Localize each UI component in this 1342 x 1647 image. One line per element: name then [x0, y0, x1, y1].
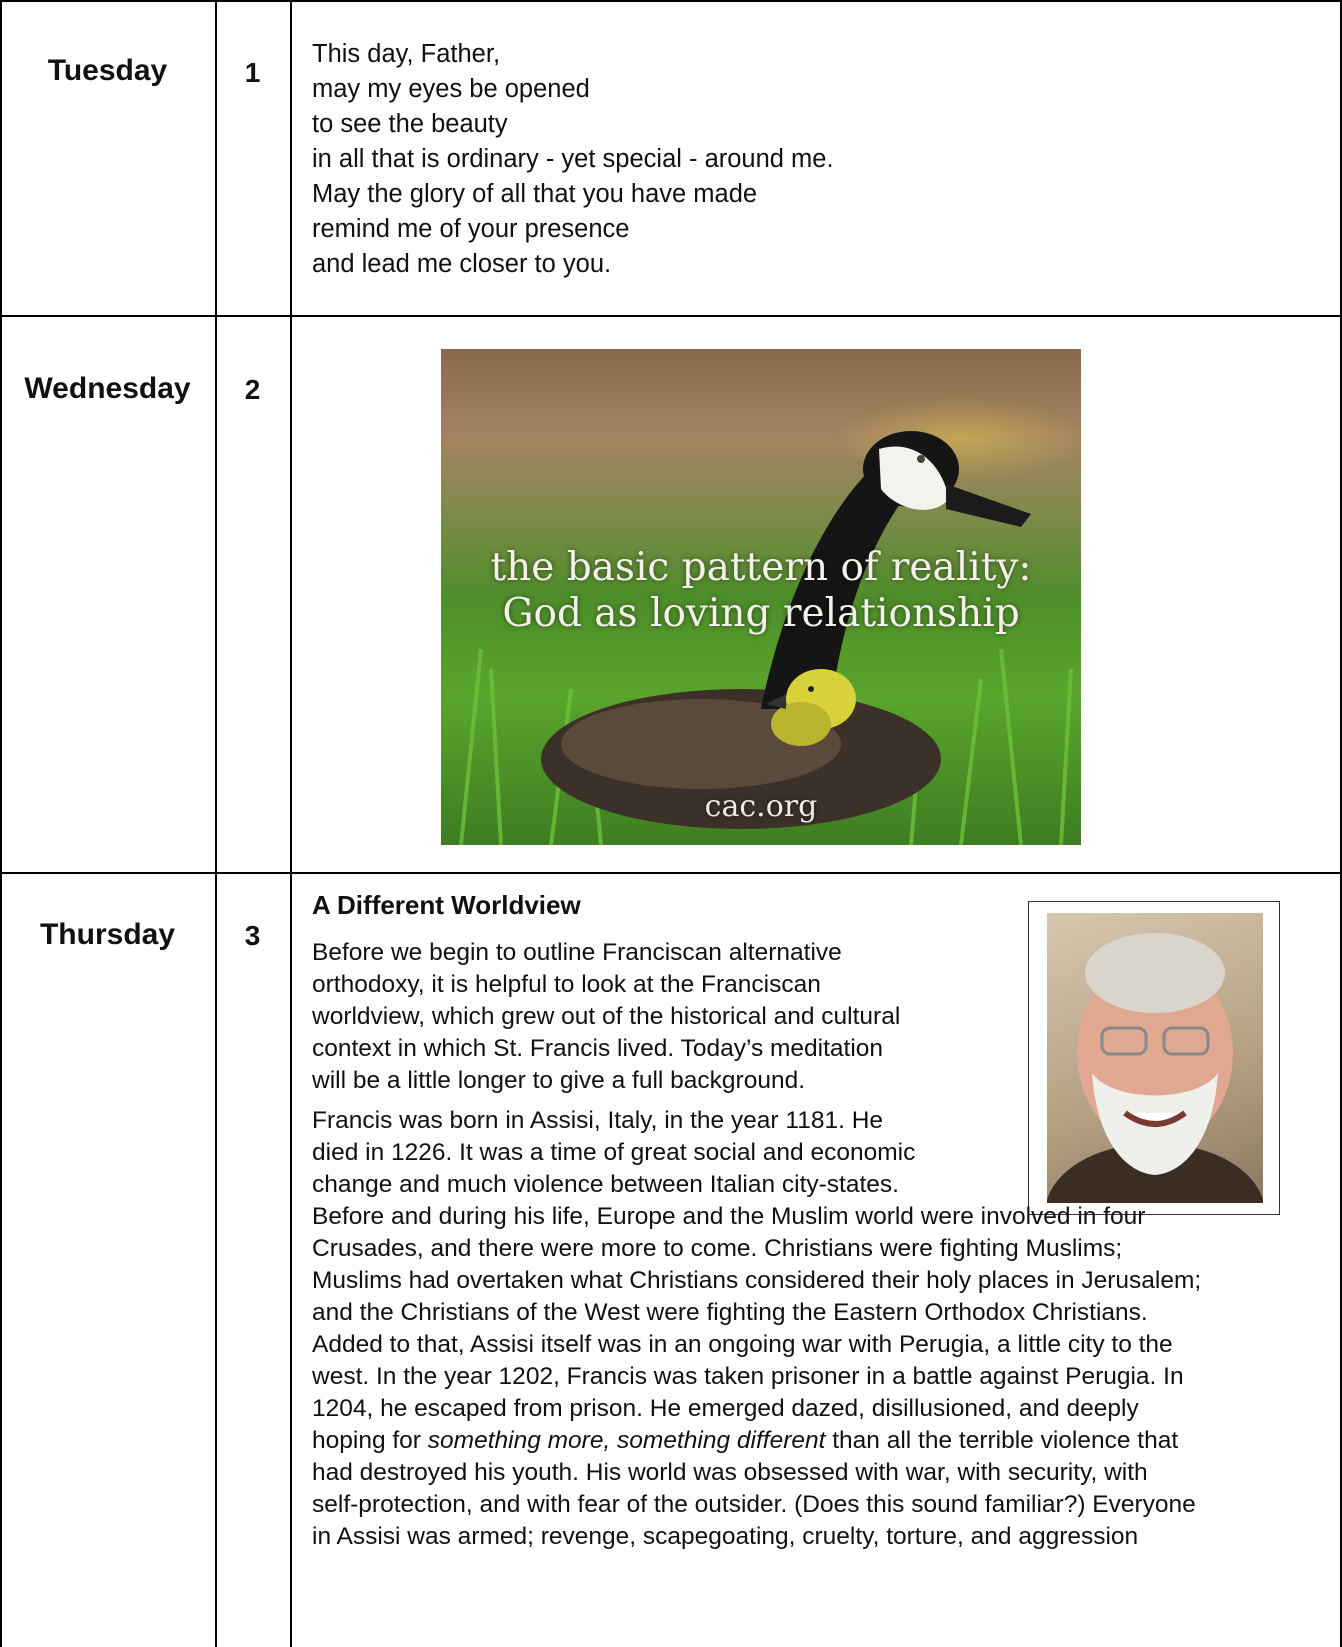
image-footer-url: cac.org	[704, 789, 818, 824]
prayer-line: This day, Father,	[312, 40, 501, 68]
text-line: died in 1226. It was a time of great social and economic	[312, 1139, 916, 1166]
row-day-number: 1	[244, 57, 261, 88]
text-line: 1204, he escaped from prison. He emerged dazed, disillusioned, and deeply	[312, 1395, 1139, 1422]
row-day-number: 2	[244, 374, 261, 405]
column-divider	[215, 0, 217, 1647]
text-line: orthodoxy, it is helpful to look at the Franciscan	[312, 971, 821, 998]
row-day-label: Tuesday	[47, 54, 168, 87]
prayer-line: may my eyes be opened	[312, 75, 590, 103]
text-line: Muslims had overtaken what Christians considered their holy places in Jerusalem;	[312, 1267, 1202, 1294]
text-line: Before we begin to outline Franciscan alternative	[312, 939, 842, 966]
table-top-border	[0, 0, 1342, 2]
row-divider	[0, 315, 1342, 317]
text-line: had destroyed his youth. His world was obsessed with war, with security, with	[312, 1459, 1148, 1486]
meditation-title: A Different Worldview	[312, 890, 581, 920]
text-line: worldview, which grew out of the historical and cultural	[312, 1003, 901, 1030]
row-day-label: Thursday	[39, 918, 176, 951]
prayer-line: remind me of your presence	[312, 215, 630, 243]
text-line: in Assisi was armed; revenge, scapegoating, cruelty, torture, and aggression	[312, 1523, 1139, 1550]
meditation-paragraph-1	[312, 937, 900, 1097]
prayer-line: in all that is ordinary - yet special - around me.	[312, 145, 834, 173]
text-line: west. In the year 1202, Francis was taken prisoner in a battle against Perugia. In	[312, 1363, 1184, 1390]
text-line: Before and during his life, Europe and the Muslim world were involved in four	[312, 1203, 1146, 1230]
text-line: change and much violence between Italian city-states.	[312, 1171, 899, 1198]
text-line: Francis was born in Assisi, Italy, in the year 1181. He	[312, 1107, 884, 1134]
image-caption-line1: the basic pattern of reality:	[490, 545, 1032, 590]
column-divider	[290, 0, 292, 1647]
text-line: context in which St. Francis lived. Today’s meditation	[312, 1035, 884, 1062]
prayer-line: to see the beauty	[312, 110, 508, 138]
goose-photo	[441, 349, 1081, 845]
row-day-label: Wednesday	[24, 372, 191, 405]
text-span: than all the terrible violence that	[825, 1427, 1179, 1454]
row-day-number: 3	[244, 920, 261, 951]
text-span: hoping for	[312, 1427, 428, 1454]
text-line	[312, 1425, 1201, 1457]
text-line: Crusades, and there were more to come. Christians were fighting Muslims;	[312, 1235, 1123, 1262]
text-line: Added to that, Assisi itself was in an ongoing war with Perugia, a little city to the	[312, 1331, 1173, 1358]
prayer-text	[312, 37, 834, 282]
italic-emphasis: something more, something different	[427, 1427, 826, 1454]
text-line: will be a little longer to give a full background.	[312, 1067, 806, 1094]
row-divider	[0, 872, 1342, 874]
text-line: and the Christians of the West were fighting the Eastern Orthodox Christians.	[312, 1299, 1148, 1326]
prayer-line: and lead me closer to you.	[312, 250, 612, 278]
meditation-paragraph-2	[312, 1105, 1201, 1553]
prayer-line: May the glory of all that you have made	[312, 180, 758, 208]
text-line: self-protection, and with fear of the outsider. (Does this sound familiar?) Everyone	[312, 1491, 1196, 1518]
table-left-border	[0, 0, 2, 1647]
image-caption-line2: God as loving relationship	[502, 591, 1020, 636]
